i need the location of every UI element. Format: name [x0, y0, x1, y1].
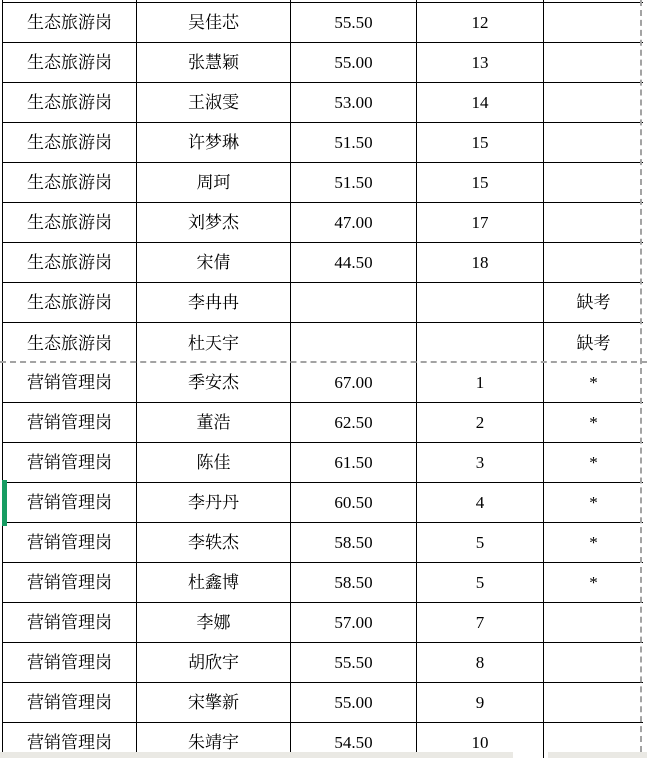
cell-position[interactable]: 生态旅游岗 [3, 123, 137, 162]
table-row [3, 603, 643, 643]
cell-score[interactable]: 47.00 [291, 203, 417, 242]
cell-name[interactable]: 李轶杰 [137, 523, 291, 562]
cell-position[interactable]: 生态旅游岗 [3, 163, 137, 202]
cell-score[interactable]: 61.50 [291, 443, 417, 482]
cell-name[interactable]: 张慧颖 [137, 43, 291, 82]
cell-name[interactable]: 陈佳 [137, 443, 291, 482]
cell-name[interactable]: 宋擎新 [137, 683, 291, 722]
cell-rank[interactable]: 8 [417, 643, 544, 682]
table-row [3, 523, 643, 563]
cell-name[interactable]: 吴佳芯 [137, 3, 291, 42]
cell-name[interactable]: 王淑雯 [137, 83, 291, 122]
cell-position[interactable]: 生态旅游岗 [3, 83, 137, 122]
table-row [3, 483, 643, 523]
cell-note[interactable]: * [589, 493, 598, 512]
table-row [3, 403, 643, 443]
cell-note[interactable] [544, 643, 643, 682]
cell-rank[interactable]: 14 [417, 83, 544, 122]
table-row [3, 683, 643, 723]
partial-row-bottom-right [548, 752, 647, 758]
cell-position[interactable]: 营销管理岗 [3, 523, 137, 562]
cell-rank[interactable]: 17 [417, 203, 544, 242]
cell-note[interactable]: 缺考 [576, 333, 611, 353]
cell-rank[interactable]: 12 [417, 3, 544, 42]
cell-position[interactable]: 营销管理岗 [3, 563, 137, 602]
table-row [3, 243, 643, 283]
cell-rank[interactable]: 3 [417, 443, 544, 482]
table-row [3, 323, 643, 363]
cell-position[interactable]: 生态旅游岗 [3, 203, 137, 242]
cell-score[interactable]: 51.50 [291, 123, 417, 162]
cell-score[interactable]: 67.00 [291, 363, 417, 402]
table-row [3, 123, 643, 163]
cell-note[interactable] [544, 203, 643, 242]
cell-name[interactable]: 李丹丹 [137, 483, 291, 522]
cell-name[interactable]: 胡欣宇 [137, 643, 291, 682]
cell-rank[interactable]: 5 [417, 563, 544, 602]
cell-name[interactable]: 宋倩 [137, 243, 291, 282]
cell-score[interactable]: 51.50 [291, 163, 417, 202]
cell-position[interactable]: 营销管理岗 [3, 723, 137, 758]
cell-score[interactable]: 55.50 [291, 643, 417, 682]
cell-name[interactable]: 杜天宇 [137, 323, 291, 363]
cell-note[interactable]: * [589, 373, 598, 392]
cell-name[interactable]: 杜鑫博 [137, 563, 291, 602]
page-break-vertical-line [640, 0, 642, 752]
cell-rank[interactable]: 13 [417, 43, 544, 82]
table-row [3, 83, 643, 123]
cell-rank[interactable]: 4 [417, 483, 544, 522]
cell-note[interactable] [544, 83, 643, 122]
cell-note[interactable]: * [589, 453, 598, 472]
partial-row-bottom-left [0, 752, 513, 758]
cell-score[interactable]: 54.50 [291, 723, 417, 758]
cell-note[interactable] [544, 43, 643, 82]
cell-score[interactable]: 53.00 [291, 83, 417, 122]
cell-name[interactable]: 董浩 [137, 403, 291, 442]
table-row [3, 203, 643, 243]
cell-position[interactable]: 生态旅游岗 [3, 43, 137, 82]
cell-rank[interactable]: 9 [417, 683, 544, 722]
cell-position[interactable]: 营销管理岗 [3, 443, 137, 482]
table-row [3, 443, 643, 483]
cell-name[interactable]: 许梦琳 [137, 123, 291, 162]
selection-left-border [2, 480, 7, 526]
cell-score[interactable]: 62.50 [291, 403, 417, 442]
cell-rank[interactable]: 10 [417, 723, 544, 758]
cell-note[interactable] [544, 603, 643, 642]
table-row [3, 643, 643, 683]
cell-rank[interactable]: 5 [417, 523, 544, 562]
cell-name[interactable]: 刘梦杰 [137, 203, 291, 242]
cell-rank[interactable] [417, 323, 544, 363]
cell-score[interactable] [291, 323, 417, 363]
cell-name[interactable]: 朱靖宇 [137, 723, 291, 758]
cell-position [3, 0, 137, 2]
cell-position[interactable]: 生态旅游岗 [3, 283, 137, 322]
cell-score[interactable]: 44.50 [291, 243, 417, 282]
cell-note[interactable] [544, 683, 643, 722]
cell-note[interactable] [544, 3, 643, 42]
cell-name[interactable]: 周珂 [137, 163, 291, 202]
cell-rank[interactable]: 15 [417, 163, 544, 202]
cell-rank[interactable]: 7 [417, 603, 544, 642]
cell-note[interactable] [544, 163, 643, 202]
cell-score[interactable] [291, 283, 417, 322]
cell-rank[interactable]: 2 [417, 403, 544, 442]
cell-note[interactable]: 缺考 [576, 293, 611, 312]
cell-rank[interactable]: 15 [417, 123, 544, 162]
table-row [3, 3, 643, 43]
cell-note[interactable]: * [589, 533, 598, 552]
cell-score[interactable]: 58.50 [291, 523, 417, 562]
cell-position[interactable]: 生态旅游岗 [3, 243, 137, 282]
cell-position[interactable]: 生态旅游岗 [3, 323, 137, 363]
cell-position[interactable]: 营销管理岗 [3, 603, 137, 642]
cell-rank[interactable]: 1 [417, 363, 544, 402]
table-row [3, 43, 643, 83]
page-break-horizontal-line [0, 361, 647, 363]
cell-position[interactable]: 生态旅游岗 [3, 3, 137, 42]
results-table [2, 0, 643, 758]
table-row [3, 363, 643, 403]
cell-score[interactable]: 55.00 [291, 43, 417, 82]
cell-note[interactable]: * [589, 413, 598, 432]
cell-score [291, 0, 417, 2]
cell-score[interactable]: 60.50 [291, 483, 417, 522]
table-row [3, 163, 643, 203]
cell-position[interactable]: 营销管理岗 [3, 643, 137, 682]
cell-score[interactable]: 55.00 [291, 683, 417, 722]
cell-note [544, 0, 643, 2]
cell-note[interactable] [544, 123, 643, 162]
cell-position[interactable]: 营销管理岗 [3, 683, 137, 722]
cell-rank[interactable]: 18 [417, 243, 544, 282]
cell-name[interactable]: 季安杰 [137, 363, 291, 402]
cell-note[interactable] [544, 243, 643, 282]
cell-name[interactable]: 李冉冉 [137, 283, 291, 322]
cell-position[interactable]: 营销管理岗 [3, 403, 137, 442]
cell-position[interactable]: 营销管理岗 [3, 363, 137, 402]
cell-name [137, 0, 291, 2]
cell-name[interactable]: 李娜 [137, 603, 291, 642]
table-row [3, 563, 643, 603]
cell-position[interactable]: 营销管理岗 [3, 483, 137, 522]
cell-rank[interactable] [417, 283, 544, 322]
table-row [3, 283, 643, 323]
cell-rank [417, 0, 544, 2]
cell-score[interactable]: 58.50 [291, 563, 417, 602]
cell-score[interactable]: 57.00 [291, 603, 417, 642]
cell-score[interactable]: 55.50 [291, 3, 417, 42]
cell-note[interactable]: * [589, 573, 598, 592]
